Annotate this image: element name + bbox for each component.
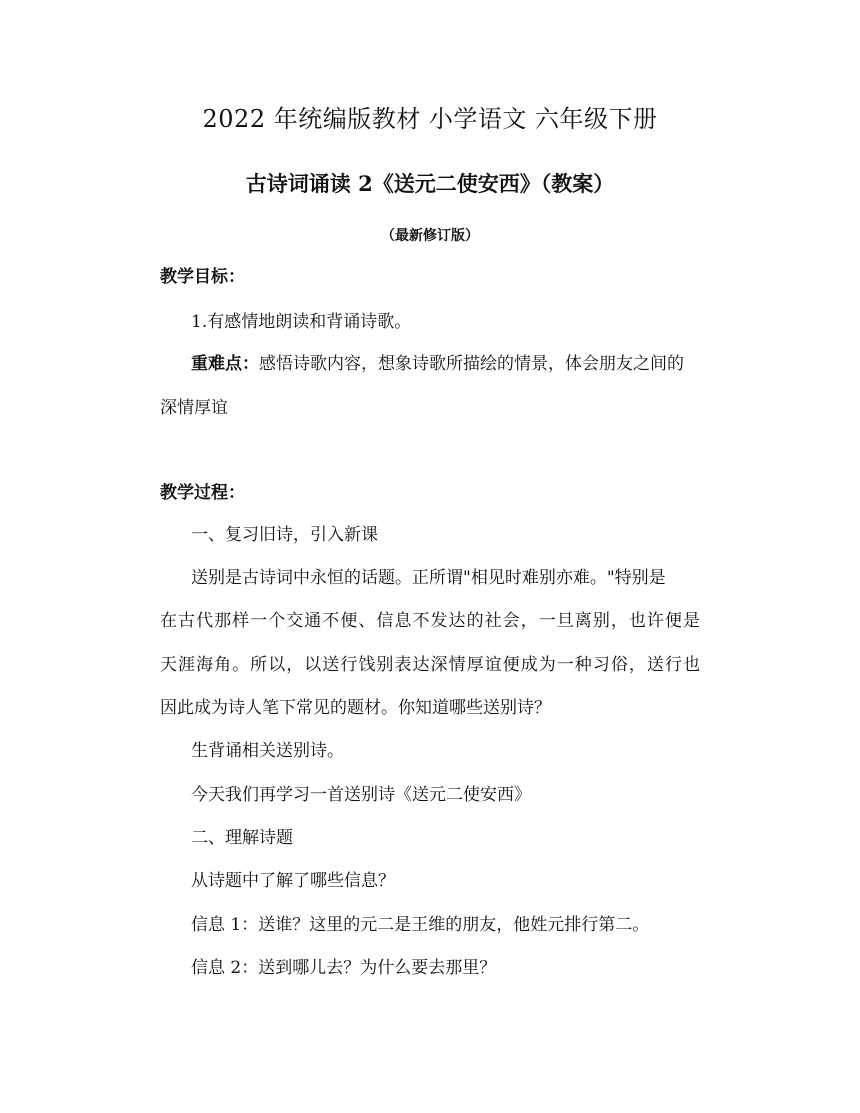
paragraph-1-line-1: 送别是古诗词中永恒的话题。正所谓"相见时难别亦难。"特别是: [191, 568, 666, 588]
key-points-label: 重难点：: [191, 354, 259, 374]
key-points-text-continued: 深情厚谊: [160, 398, 228, 418]
objectives-heading: 教学目标：: [160, 267, 245, 287]
objective-item-1: 1.有感情地朗读和背诵诗歌。: [191, 312, 412, 332]
step-1-heading: 一、复习旧诗，引入新课: [191, 525, 378, 545]
info-2: 信息 2：送到哪儿去？为什么要去那里？: [191, 958, 497, 978]
paragraph-1-line-2: 在古代那样一个交通不便、信息不发达的社会，一旦离别，也许便是: [160, 611, 700, 631]
paragraph-1-line-4: 因此成为诗人笔下常见的题材。你知道哪些送别诗？: [160, 698, 551, 718]
key-points-text: 感悟诗歌内容，想象诗歌所描绘的情景，体会朋友之间的: [259, 354, 684, 374]
info-1: 信息 1：送谁？这里的元二是王维的朋友，他姓元排行第二。: [191, 915, 650, 935]
document-main-title: 2022 年统编版教材 小学语文 六年级下册: [202, 105, 658, 133]
title-question: 从诗题中了解了哪些信息？: [191, 871, 395, 891]
paragraph-1-line-3: 天涯海角。所以，以送行饯别表达深情厚谊便成为一种习俗，送行也: [160, 655, 700, 675]
lesson-title: 古诗词诵读 2《送元二使安西》（教案）: [245, 171, 615, 196]
key-points-line: [191, 353, 684, 375]
version-note: （最新修订版）: [381, 228, 479, 244]
today-intro: 今天我们再学习一首送别诗《送元二使安西》: [191, 785, 531, 805]
recite-instruction: 生背诵相关送别诗。: [191, 741, 344, 761]
process-heading: 教学过程：: [160, 483, 245, 503]
step-2-heading: 二、理解诗题: [191, 828, 293, 848]
